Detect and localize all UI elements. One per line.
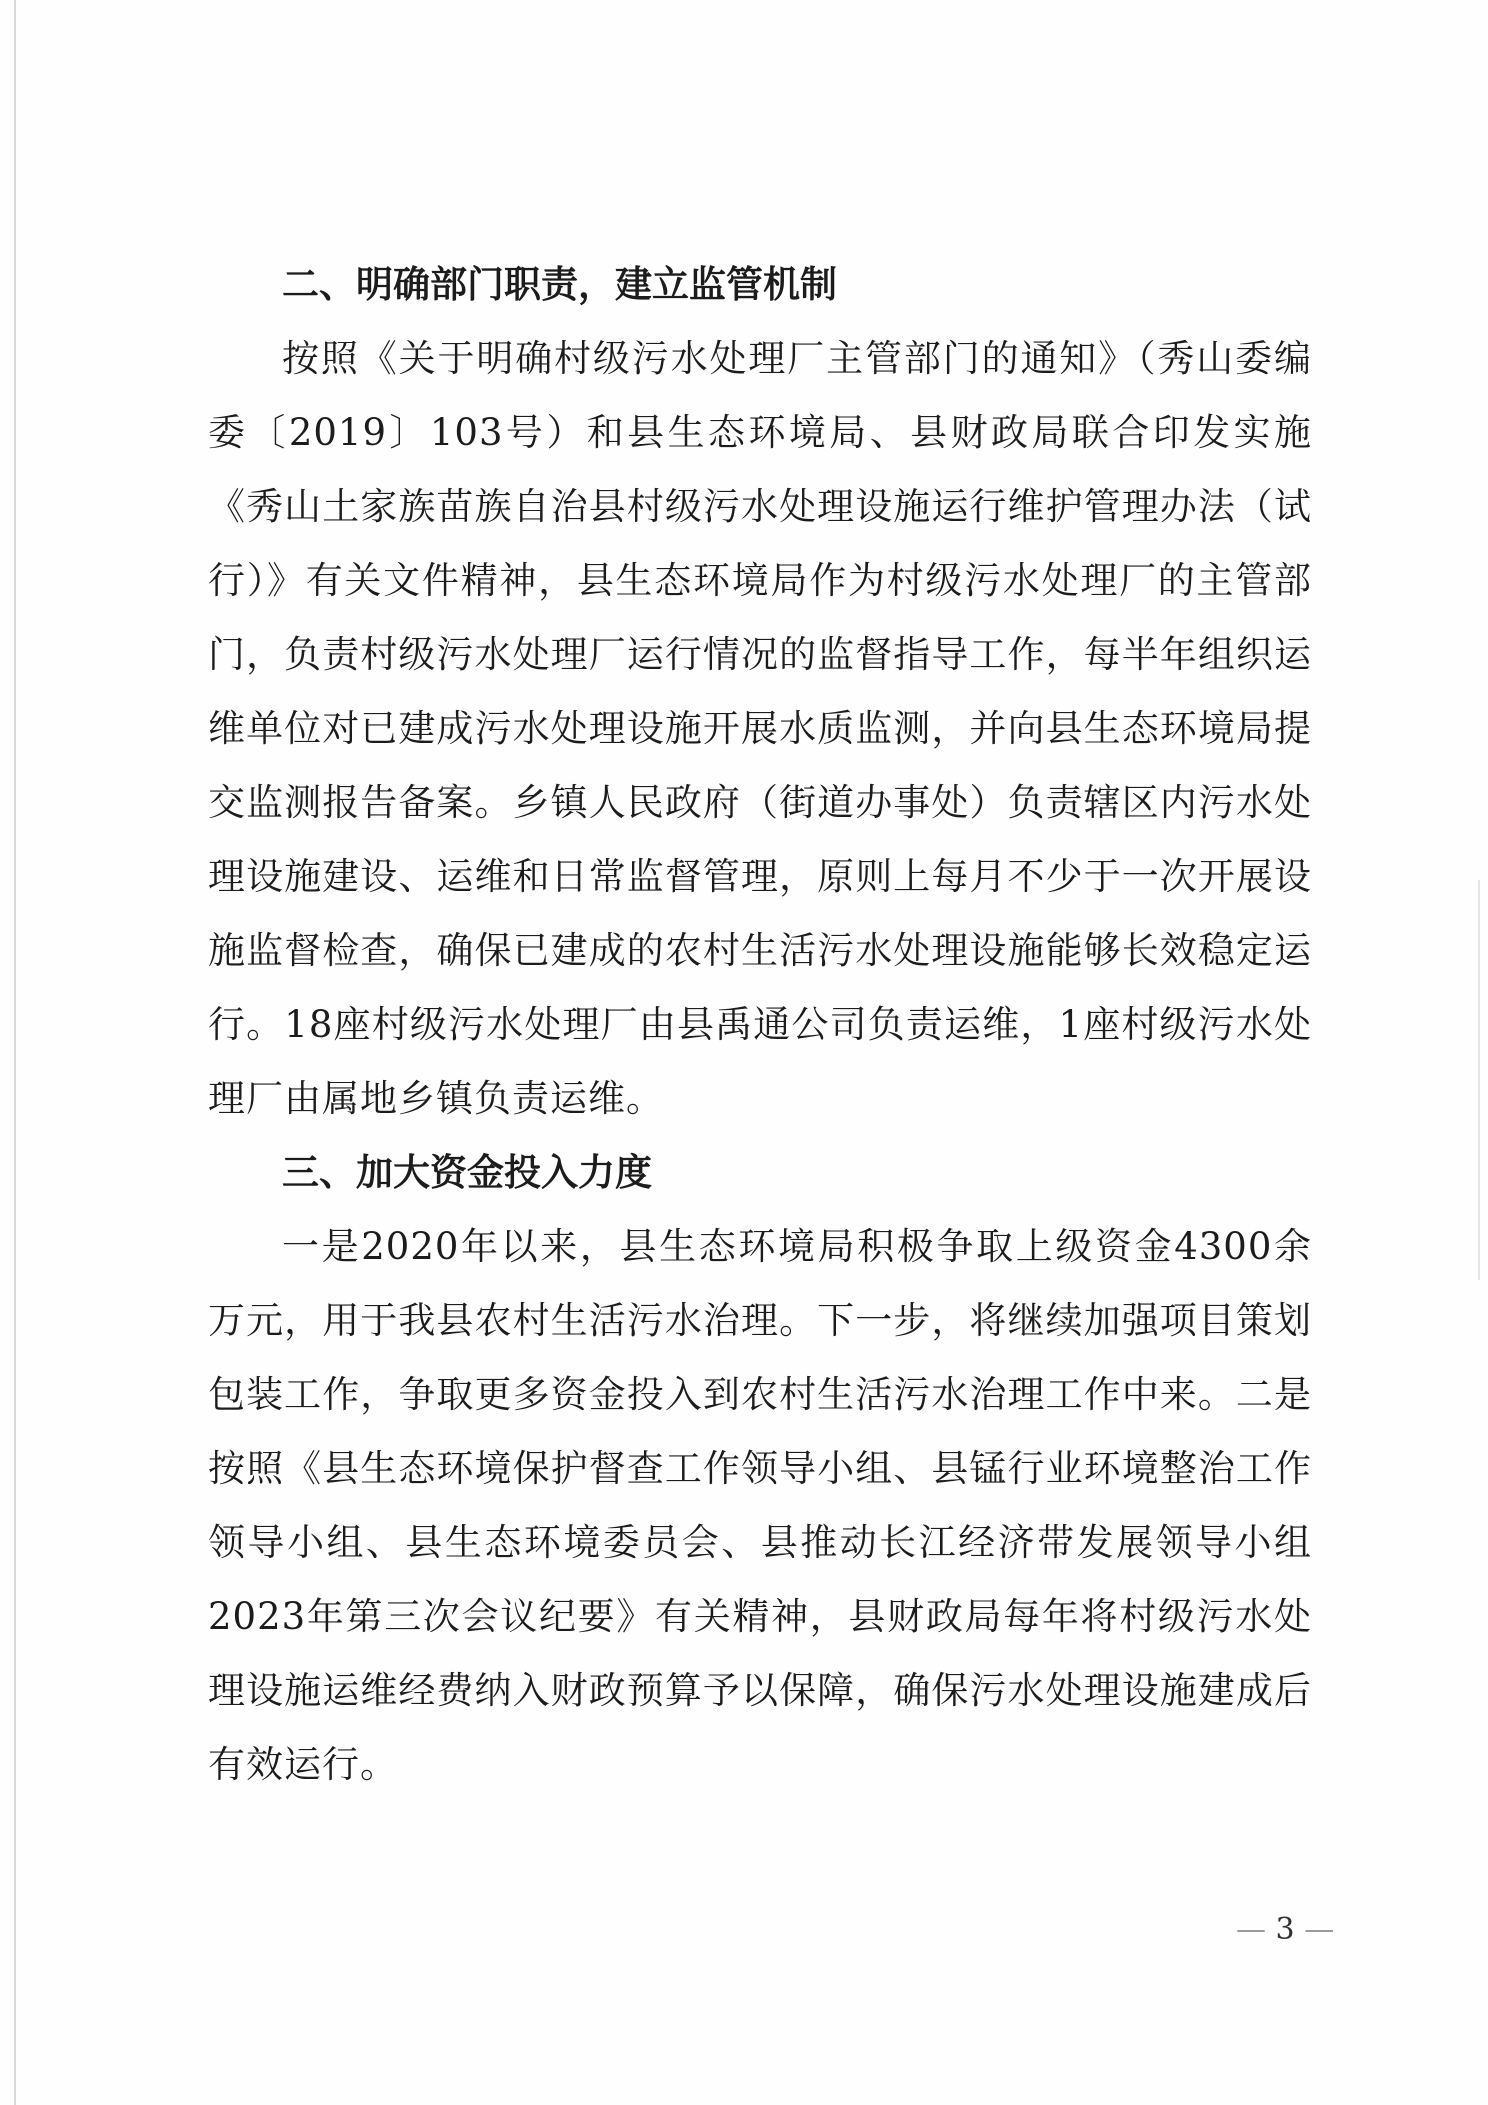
page-number-value: 3 [1275, 1912, 1295, 1947]
scan-edge-left [14, 0, 16, 2105]
page-number [1236, 1912, 1334, 1947]
page-number-dash-left: — [1236, 1912, 1266, 1947]
section-3-heading: 三、加大资金投入力度 [282, 1151, 652, 1194]
section-2-heading: 二、明确部门职责，建立监管机制 [282, 263, 837, 306]
page-number-dash-right: — [1304, 1912, 1335, 1947]
scan-edge-right [1478, 880, 1480, 1280]
section-2-paragraph: 按照《关于明确村级污水处理厂主管部门的通知》（秀山委编委〔2019〕103号）和县生态环境局、县财政局联合印发实施《秀山土家族苗族自治县村级污水处理设施运行维护管理办法（试行）》有关文件精神，县生态环境局作为村级污水处理厂的主管部门，负责村级污水处理厂运行情况的监督指导工作，每半年组织运维单位对已建成污水处理设施开展水质监测，并向县生态环境局提交监测报告备案。乡镇人民政府（街道办事处）负责辖区内污水处理设施建设、运维和日常监督管理，原则上每月不少于一次开展设施监督检查，确保已建成的农村生活污水处理设施能够长效稳定运行。18座村级污水处理厂由县禹通公司负责运维，1座村级污水处理厂由属地乡镇负责运维。 [208, 337, 1312, 1120]
section-3-paragraph: 一是2020年以来，县生态环境局积极争取上级资金4300余万元，用于我县农村生活污水治理。下一步，将继续加强项目策划包装工作，争取更多资金投入到农村生活污水治理工作中来。二是按照《县生态环境保护督查工作领导小组、县锰行业环境整治工作领导小组、县生态环境委员会、县推动长江经济带发展领导小组2023年第三次会议纪要》有关精神，县财政局每年将村级污水处理设施运维经费纳入财政预算予以保障，确保污水处理设施建成后有效运行。 [208, 1225, 1312, 1786]
document-body [208, 248, 1312, 1802]
